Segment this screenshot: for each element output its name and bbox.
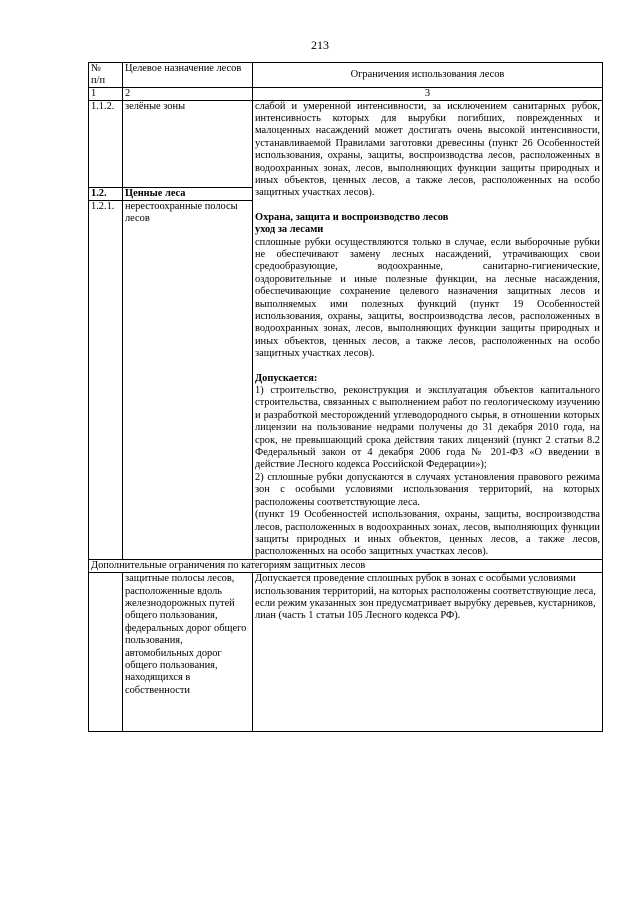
additional-text-cell: Допускается проведение сплошных рубок в зонах с особыми условиями использования территорий, на которых расположены соответствующие леса, если режим указанных зон предусматривает вырубку деревьев, кустарников, лиан (часть 1 статьи 105 Лесного кодекса РФ). <box>253 573 603 732</box>
restrictions-table <box>88 62 603 732</box>
purpose-green-zones: зелёные зоны <box>125 100 186 112</box>
heading-protection: Охрана, защита и воспроизводство лесов <box>255 211 449 223</box>
heading-forest-care: уход за лесами <box>255 224 324 236</box>
row-numbers-cell <box>89 100 123 559</box>
additional-restrictions-title: Дополнительные ограничения по категориям защитных лесов <box>89 559 603 572</box>
column-number-2: 2 <box>123 88 253 101</box>
paragraph-intensity: слабой и умеренной интенсивности, за исключением санитарных рубок, интенсивность которых для вырубки погибших, поврежденных и малоценных насаждений может достигать очень высокой интенсивности, устанавливаемой Правилами заготовки древесины (пункт 26 Особенностей использования, охраны, защиты, воспроизводства лесов, расположенных в водоохранных зонах, лесов, выполняющих функции защиты природных и иных объектов, ценных лесов, а также лесов, расположенных на особо защитных участках лесов). <box>255 100 600 199</box>
table-row-main <box>89 100 603 559</box>
row-num-spawn: 1.2.1. <box>91 200 115 212</box>
purpose-spawn-protection: нерестоохранные полосы лесов <box>125 200 238 224</box>
header-num-cell: № п/п <box>89 63 123 88</box>
page-number: 213 <box>311 38 329 52</box>
purpose-valuable-forests: Ценные леса <box>123 187 252 201</box>
header-restrictions-cell: Ограничения использования лесов <box>253 63 603 88</box>
column-number-1: 1 <box>89 88 123 101</box>
table-header-row <box>89 63 603 88</box>
row-num-green: 1.1.2. <box>91 100 115 112</box>
row-purpose-cell <box>123 100 253 559</box>
paragraph-clear-cutting: сплошные рубки осуществляются только в случае, если выборочные рубки не обеспечивают замену лесных насаждений, утрачивающих свои средообразующие, водоохранные, санитарно-гигиенические, оздоровительные и иные полезные функции, на лесные насаждения, обеспечивающие сохранение целевого назначения защитных лесов и выполняемых ими полезных функций (пункт 19 Особенностей использования, охраны, защиты, воспроизводства лесов, расположенных в водоохранных зонах, лесов, выполняющих функции защиты природных и иных объектов, ценных лесов, а также лесов, расположенных на особо защитных участках лесов). <box>255 236 600 360</box>
paragraph-construction: 1) строительство, реконструкция и эксплуатация объектов капитального строительства, связанных с выполнением работ по геологическому изучению и разработкой месторождений углеводородного сырья, в отношении которых лицензии на пользование недрами получены до 31 декабря 2010 года, на срок, не превышающий срока действия таких лицензий (пункт 2 статьи 8.2 Федеральный закон от 4 декабря 2006 года № 201-ФЗ «О введении в действие Лесного кодекса Российской Федерации»); <box>255 385 600 471</box>
additional-restrictions-row <box>89 559 603 572</box>
restrictions-text-cell <box>253 100 603 559</box>
column-numbers-row <box>89 88 603 101</box>
header-purpose-cell: Целевое назначение лесов <box>123 63 253 88</box>
additional-purpose-cell: защитные полосы лесов, расположенные вдоль железнодорожных путей общего пользования, федеральных дорог общего пользования, автомобильных дорог общего пользования, находящихся в собственности <box>123 573 253 732</box>
paragraph-zones: 2) сплошные рубки допускаются в случаях установления правового режима зон с особыми условиями использования территорий, на которых расположены соответствующие леса. <box>255 471 600 508</box>
column-number-3: 3 <box>253 88 603 101</box>
additional-num-cell <box>89 573 123 732</box>
paragraph-reference: (пункт 19 Особенностей использования, охраны, защиты, воспроизводства лесов, расположенных в водоохранных зонах, лесов, выполняющих функции защиты природных и иных объектов, ценных лесов, а также лесов, расположенных на особо защитных участках лесов). <box>255 509 600 558</box>
row-num-valuable: 1.2. <box>89 187 122 201</box>
table-row-additional <box>89 573 603 732</box>
heading-allowed: Допускается: <box>255 372 318 384</box>
